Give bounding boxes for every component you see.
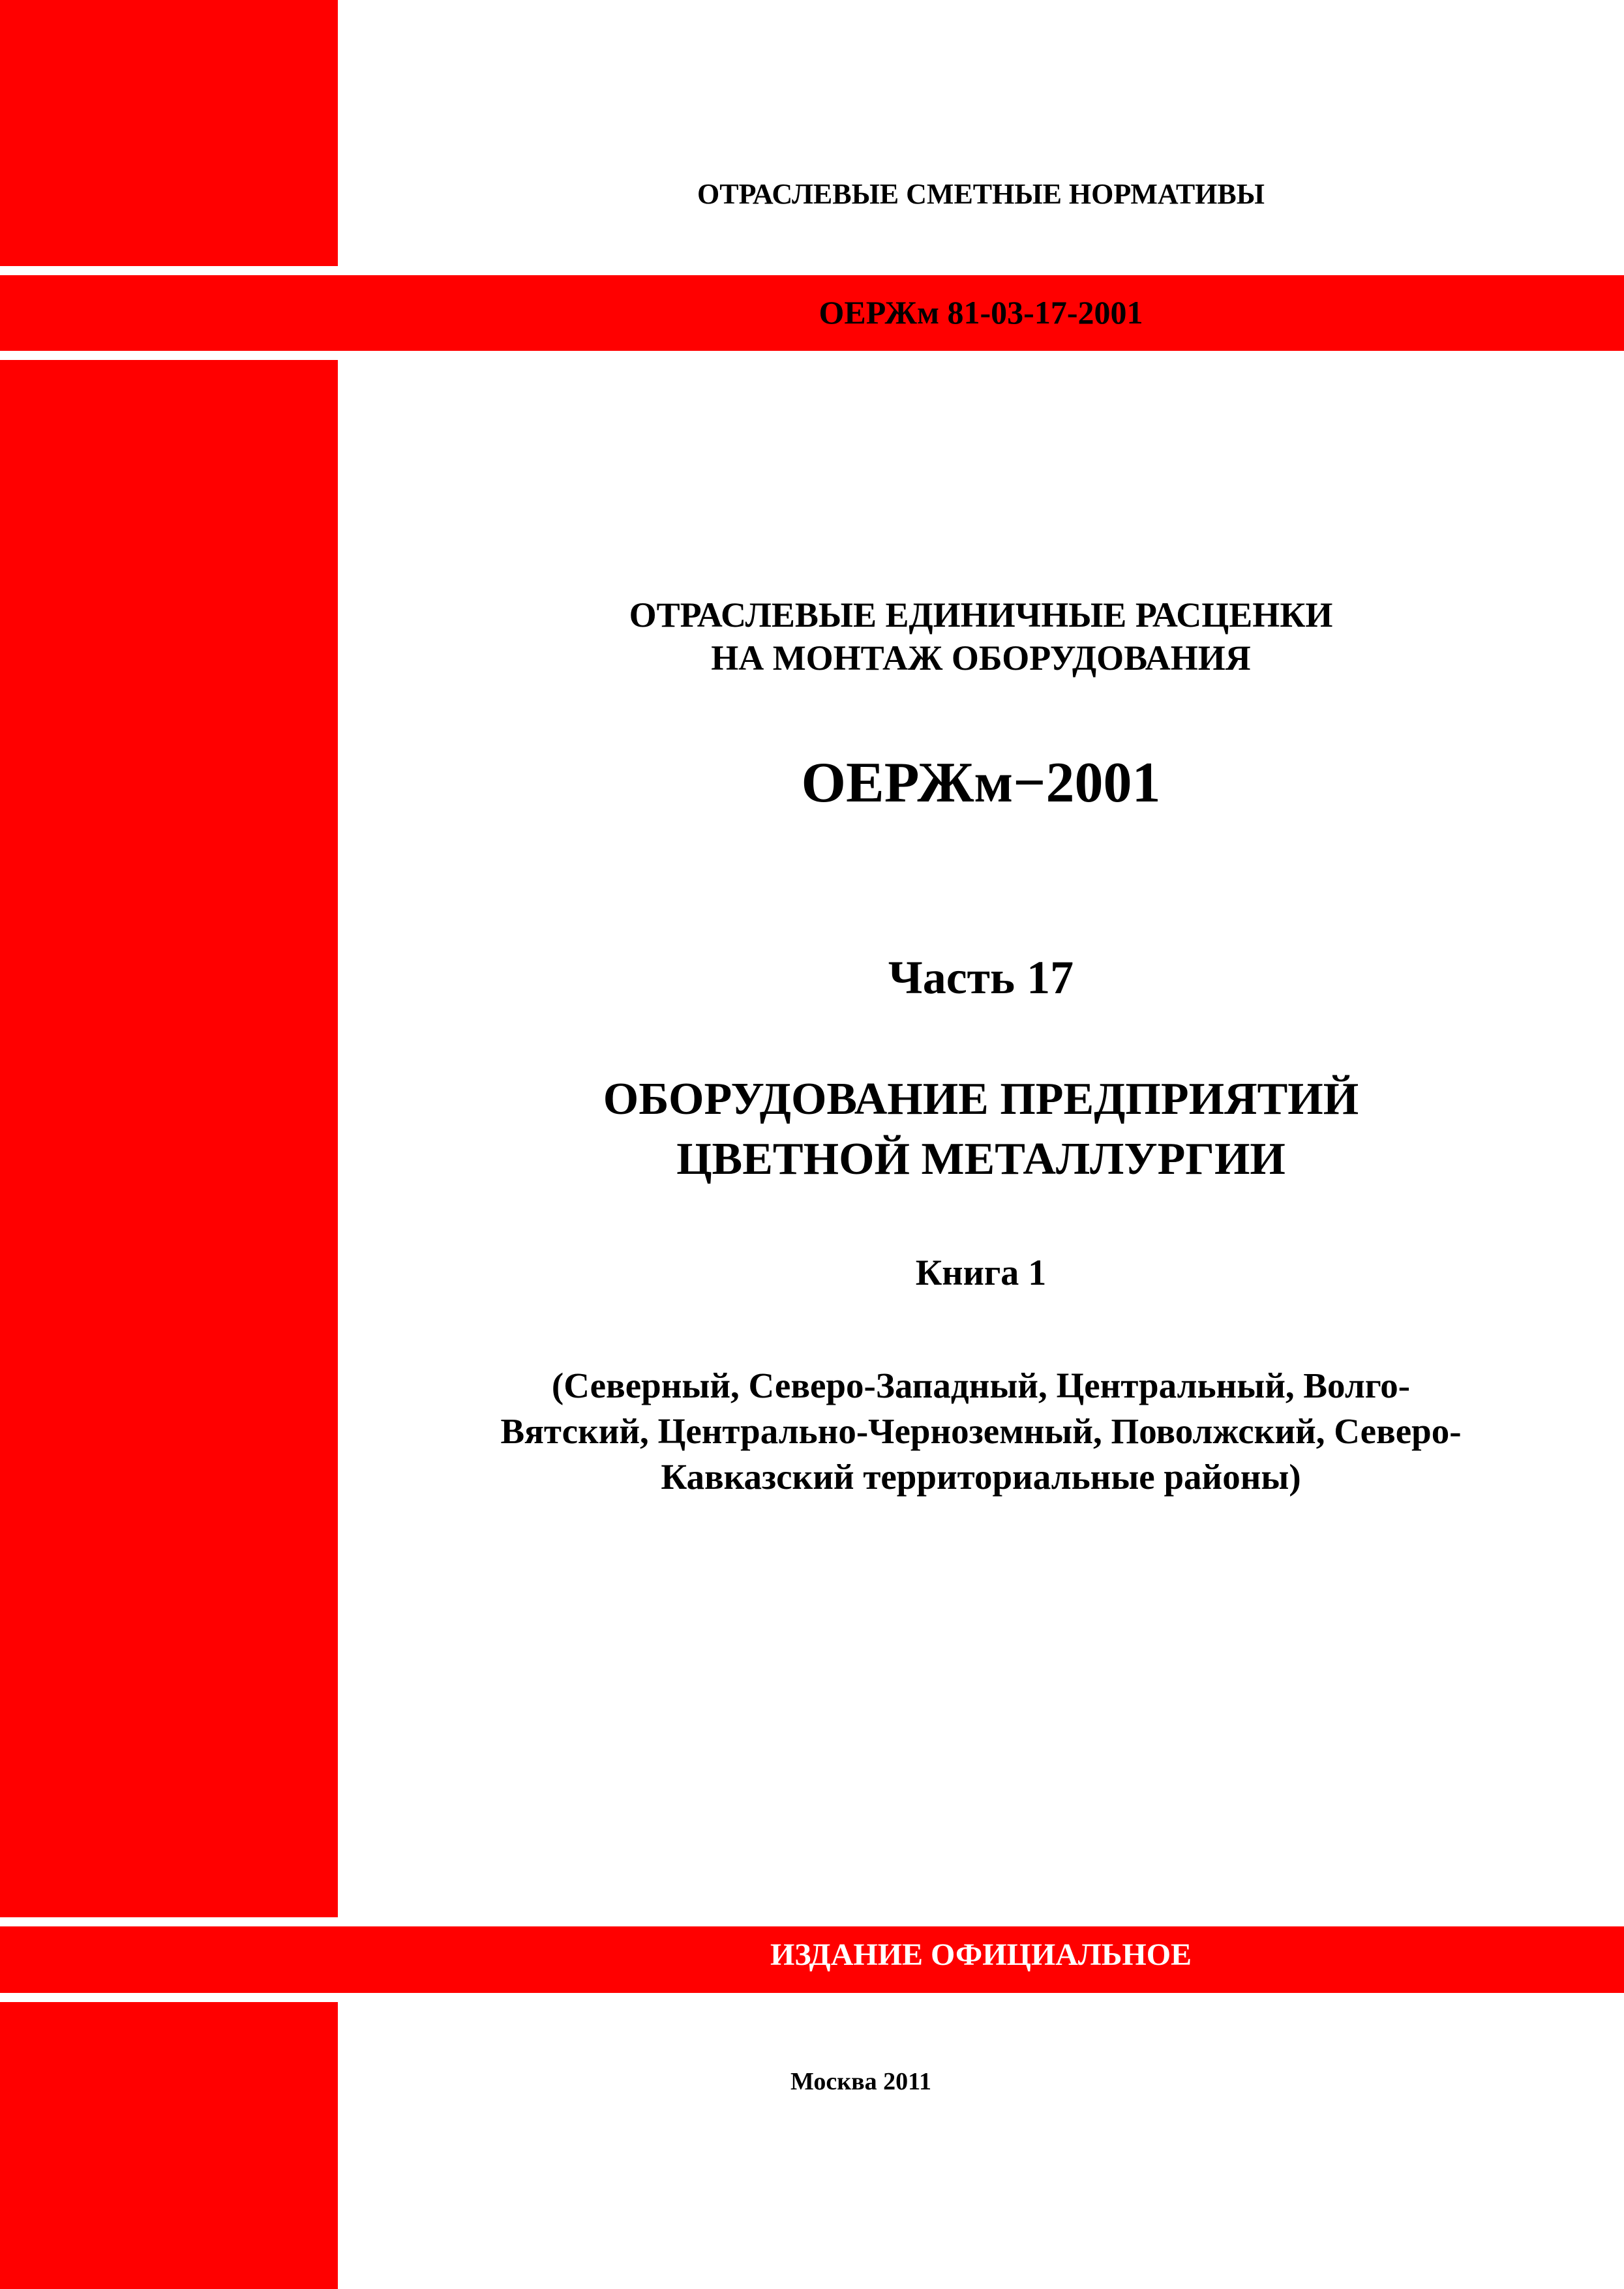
main-code: ОЕРЖм−2001 — [801, 751, 1161, 815]
part-number: Часть 17 — [888, 951, 1074, 1004]
regions-line-3: Кавказский территориальные районы) — [661, 1457, 1301, 1497]
header-label: ОТРАСЛЕВЫЕ СМЕТНЫЕ НОРМАТИВЫ — [697, 178, 1265, 210]
title-line-1: ОТРАСЛЕВЫЕ ЕДИНИЧНЫЕ РАСЦЕНКИ — [629, 595, 1333, 635]
strip-gap-upper — [0, 351, 338, 360]
strip-gap-lower — [0, 1917, 338, 1926]
regions-block — [338, 1363, 1624, 1500]
strip-gap-bottom — [0, 1993, 338, 2002]
city-year: Москва 2011 — [790, 2068, 932, 2095]
code-band-text: ОЕРЖм 81-03-17-2001 — [819, 294, 1143, 331]
section-line-1: ОБОРУДОВАНИЕ ПРЕДПРИЯТИЙ — [603, 1074, 1359, 1124]
section-title — [338, 1070, 1624, 1189]
strip-gap-top — [0, 266, 338, 275]
section-line-2: ЦВЕТНОЙ МЕТАЛЛУРГИИ — [676, 1134, 1286, 1184]
title-block — [338, 593, 1624, 680]
title-line-2: НА МОНТАЖ ОБОРУДОВАНИЯ — [711, 638, 1251, 678]
regions-line-2: Вятский, Центрально-Черноземный, Поволжский, Северо- — [500, 1411, 1462, 1451]
book-number: Книга 1 — [915, 1253, 1047, 1293]
official-band-text: ИЗДАНИЕ ОФИЦИАЛЬНОЕ — [770, 1937, 1192, 1972]
regions-line-1: (Северный, Северо-Западный, Центральный, Волго- — [551, 1366, 1411, 1405]
